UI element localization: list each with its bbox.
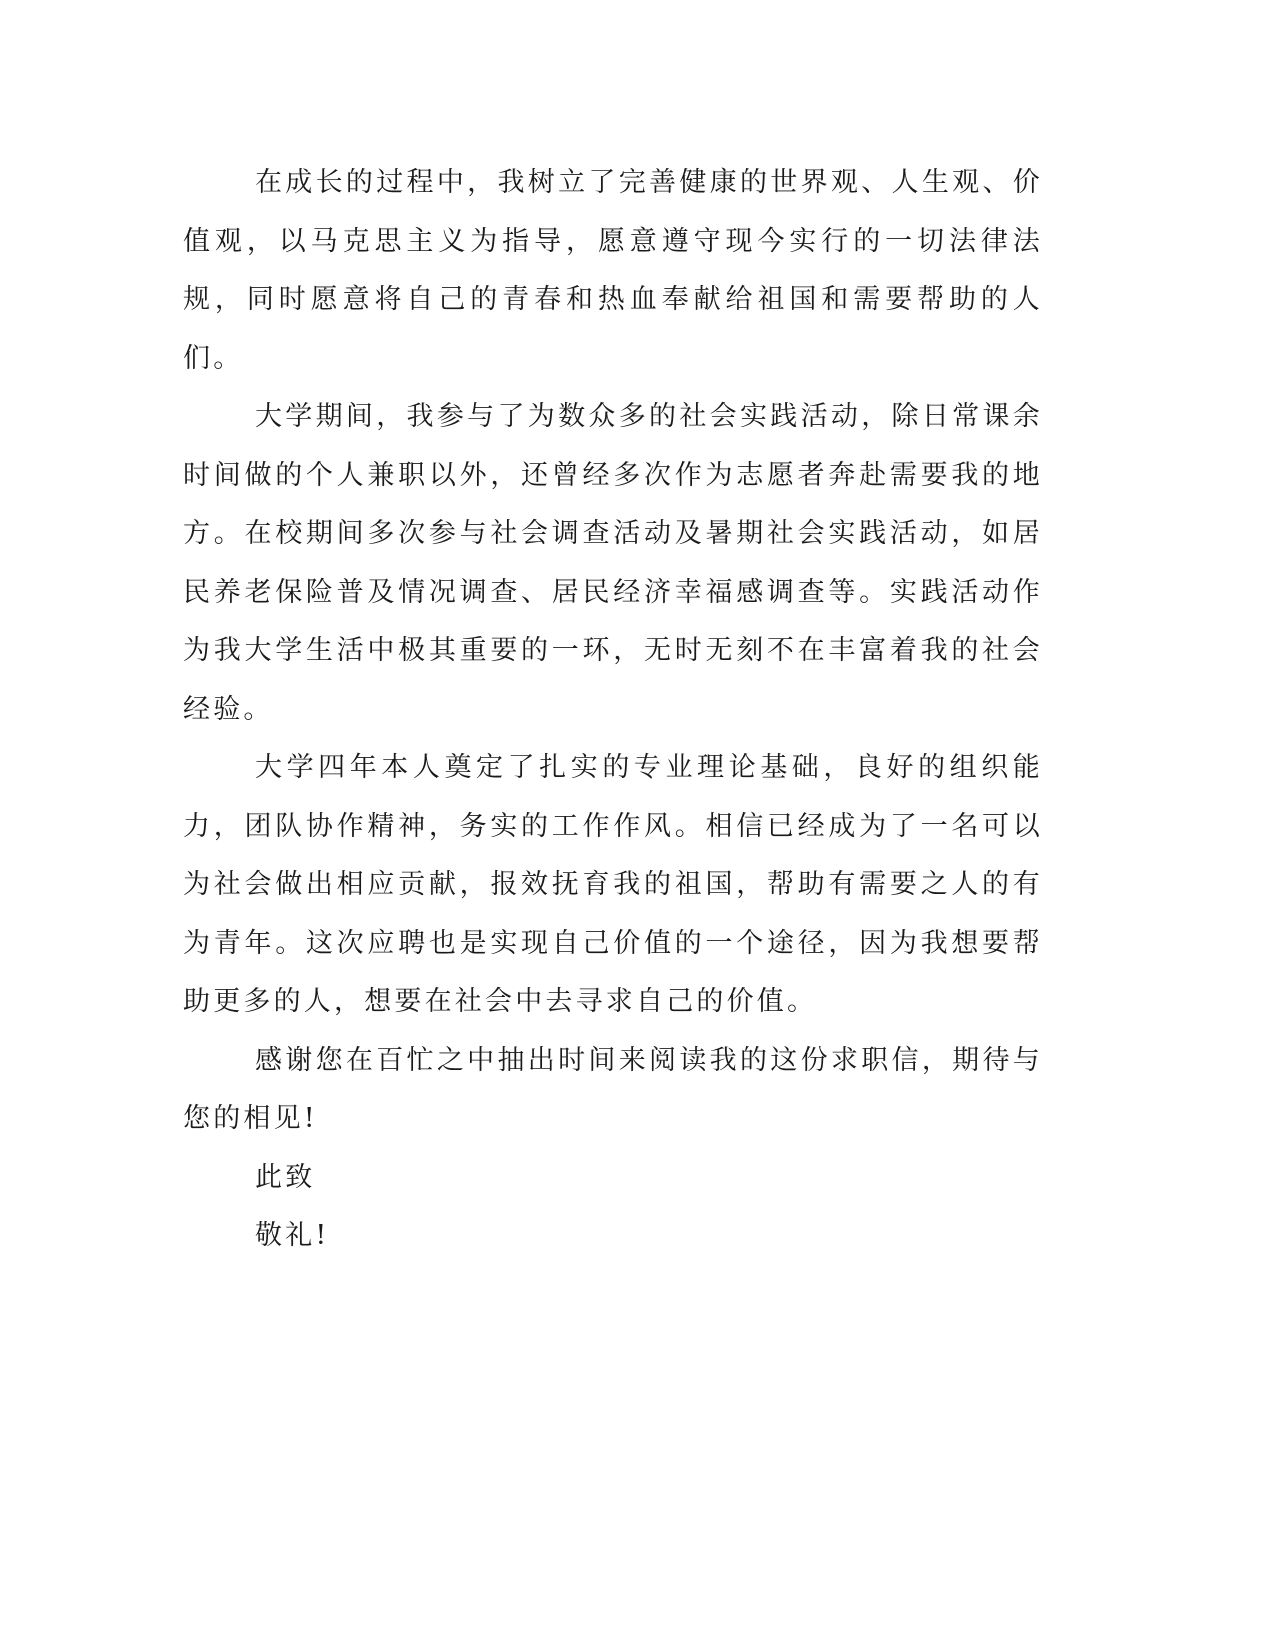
- paragraph-practice: 大学期间，我参与了为数众多的社会实践活动，除日常课余时间做的个人兼职以外，还曾经多次作为志愿者奔赴需要我的地方。在校期间多次参与社会调查活动及暑期社会实践活动，如居民养老保险普及情况调查、居民经济幸福感调查等。实践活动作为我大学生活中极其重要的一环，无时无刻不在丰富着我的社会经验。: [183, 401, 1043, 725]
- paragraph-values: 在成长的过程中，我树立了完善健康的世界观、人生观、价值观，以马克思主义为指导，愿意遵守现今实行的一切法律法规，同时愿意将自己的青春和热血奉献给祖国和需要帮助的人们。: [183, 167, 1043, 374]
- closing-greeting: 此致: [255, 1161, 316, 1193]
- letter-body: [183, 154, 1043, 1266]
- paragraph-university: 大学四年本人奠定了扎实的专业理论基础，良好的组织能力，团队协作精神，务实的工作作风。相信已经成为了一名可以为社会做出相应贡献，报效抚育我的祖国，帮助有需要之人的有为青年。这次应聘也是实现自己价值的一个途径，因为我想要帮助更多的人，想要在社会中去寻求自己的价值。: [183, 752, 1043, 1017]
- paragraph-thanks: 感谢您在百忙之中抽出时间来阅读我的这份求职信，期待与您的相见!: [183, 1044, 1043, 1134]
- closing-salute: 敬礼!: [255, 1220, 330, 1251]
